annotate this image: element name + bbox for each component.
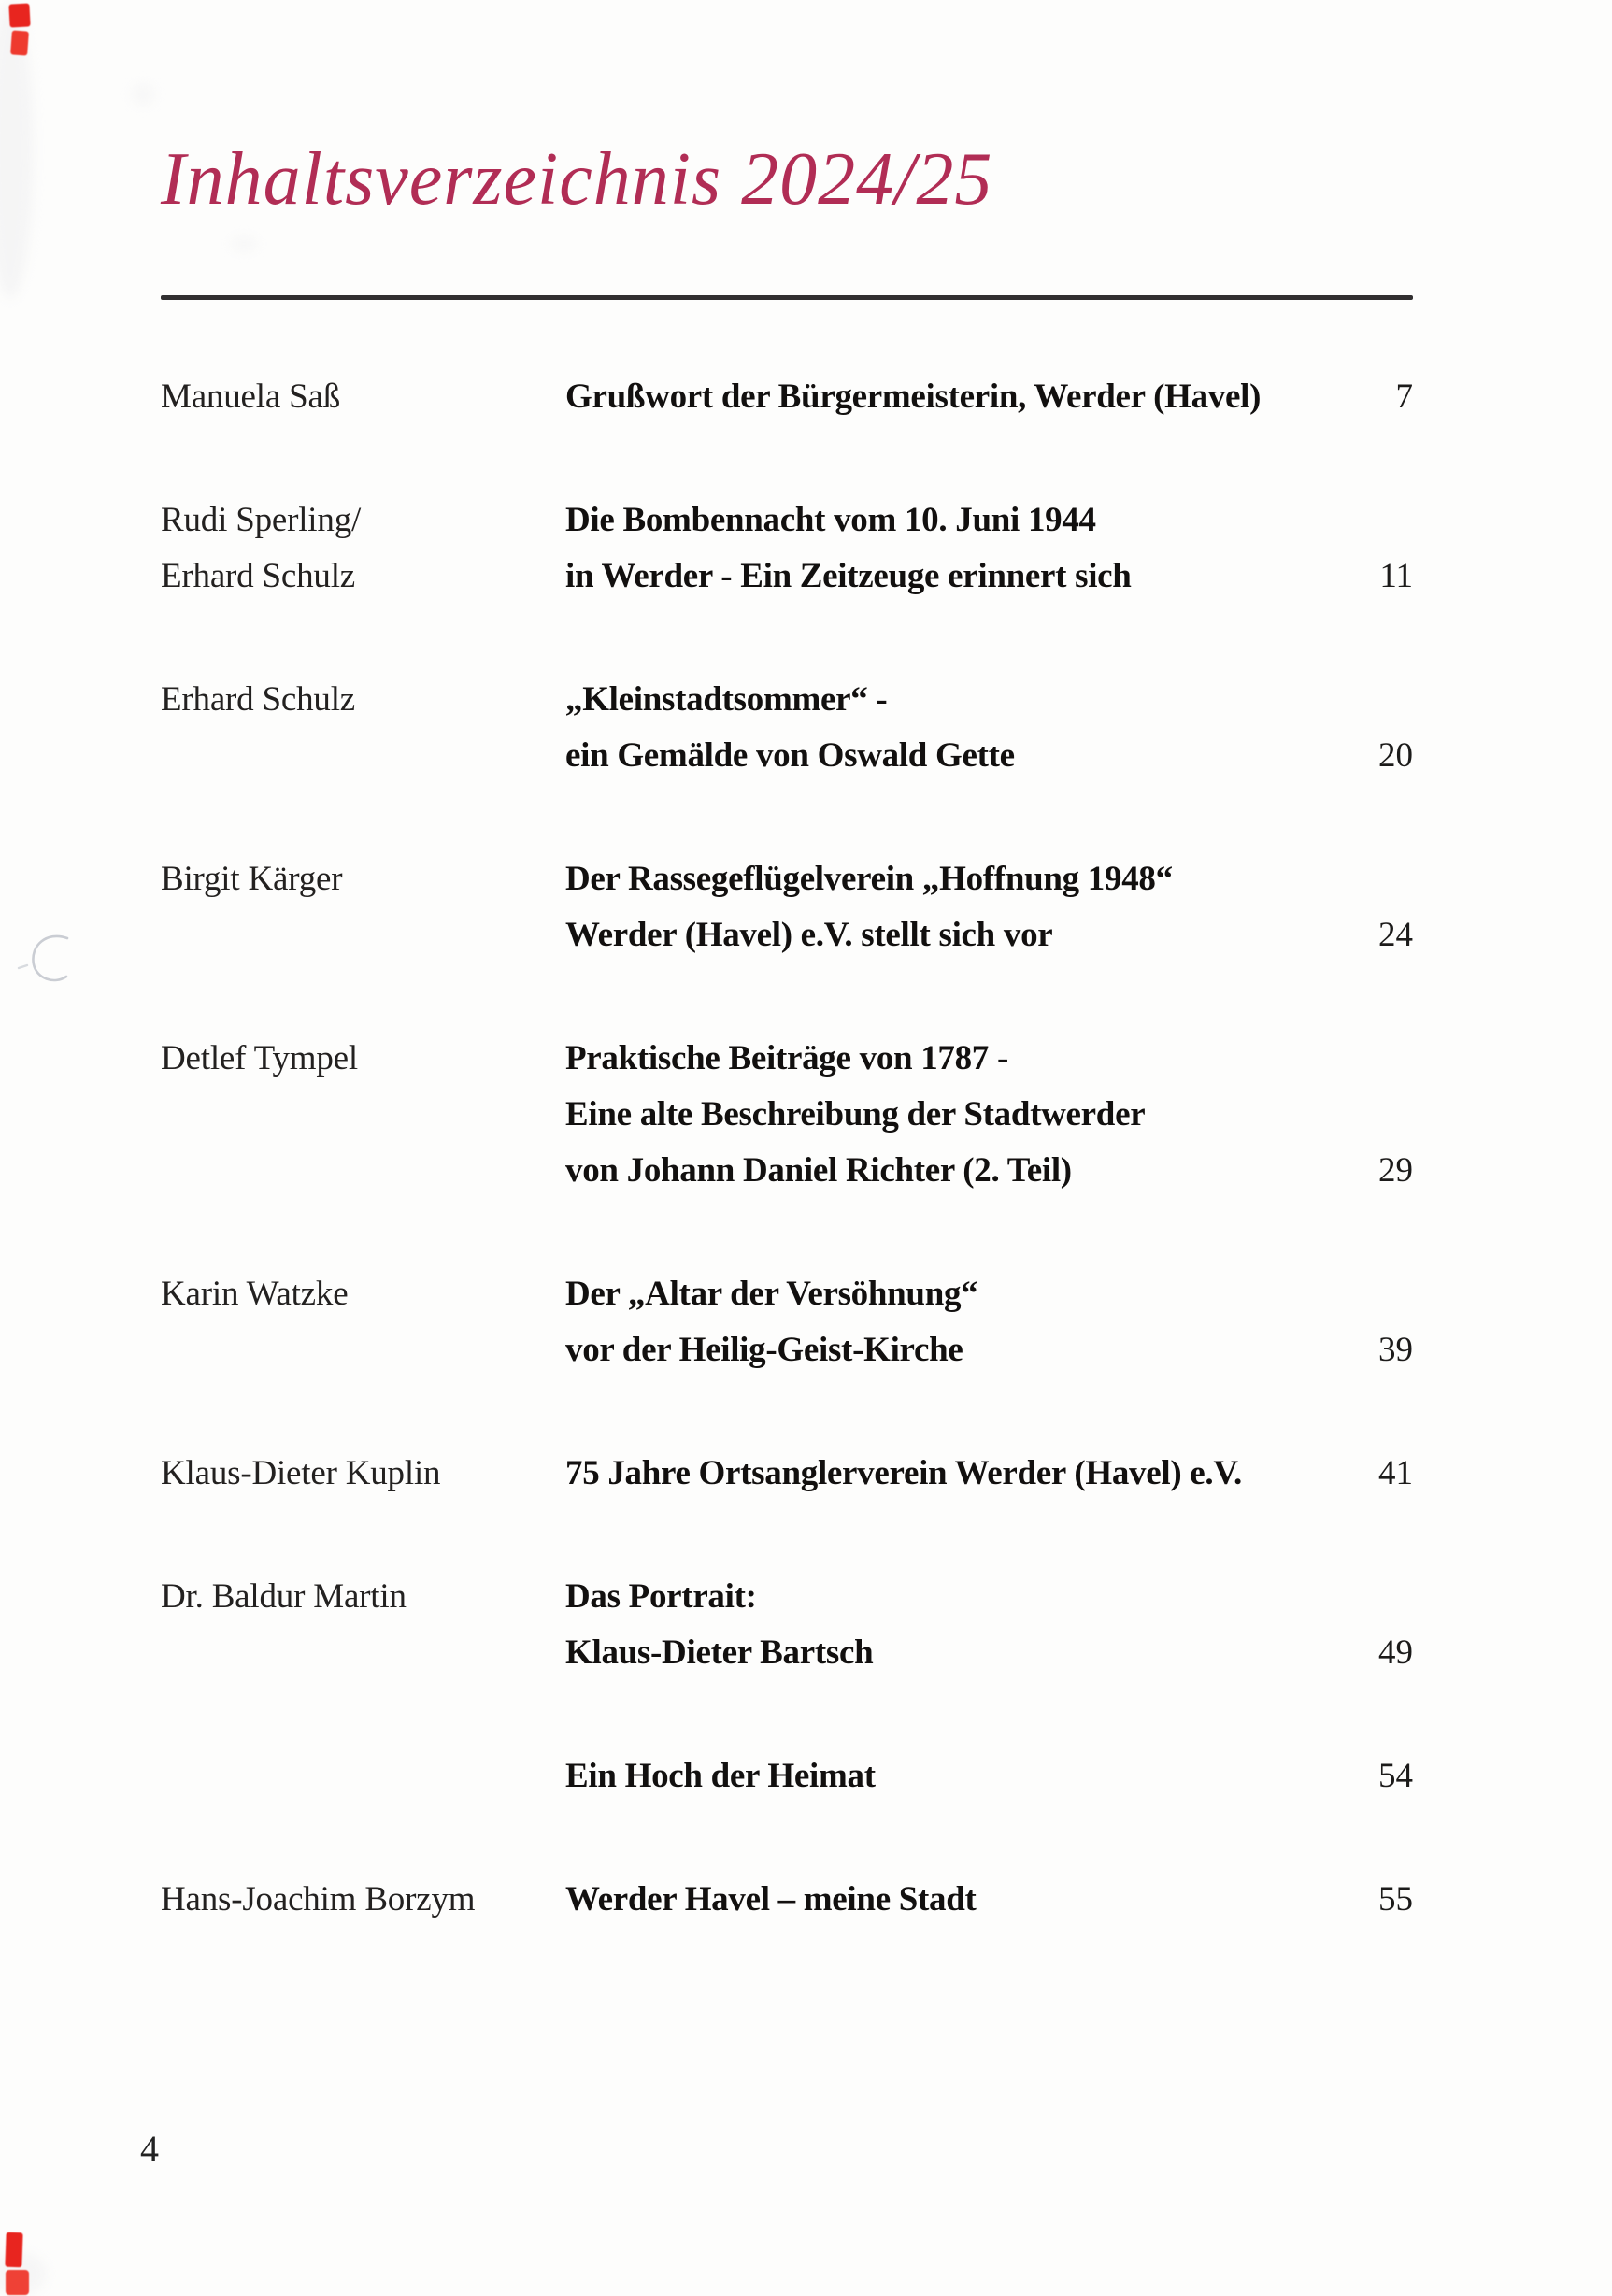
toc-title-line: Klaus-Dieter Bartsch [565,1633,874,1672]
toc-page-number: 55 [1378,1880,1413,1918]
pencil-mark [15,927,88,1000]
toc-author-line: Erhard Schulz [161,557,356,595]
toc-title-col [565,1031,1329,1199]
toc-author-col [161,1569,565,1625]
toc-entry [161,1569,1413,1681]
toc-entry [161,492,1413,605]
toc-entry [161,672,1413,784]
toc-author-line: Karin Watzke [161,1275,349,1313]
toc-entry [161,1031,1413,1199]
toc-title-line: Der Rassegeflügelverein „Hoffnung 1948“ [565,860,1173,898]
toc-author-line: Rudi Sperling/ [161,501,362,539]
toc-page-number: 24 [1378,916,1413,954]
scan-smudge [131,82,155,107]
toc-entry [161,1446,1413,1502]
toc-title-line: Ein Hoch der Heimat [565,1757,876,1795]
toc-title-line: Der „Altar der Versöhnung“ [565,1275,978,1313]
toc-title-line: Die Bombennacht vom 10. Juni 1944 [565,501,1096,539]
toc-title-col [565,1872,1329,1928]
toc-title-col [565,492,1329,605]
toc-title-col [565,1569,1329,1681]
title-divider-rule [161,295,1413,300]
red-edge-mark-top [10,30,29,55]
toc-page-number: 7 [1395,378,1413,416]
scan-smudge [230,235,258,252]
toc-author-col [161,1446,565,1502]
toc-title-col [565,672,1329,784]
toc-author-line: Dr. Baldur Martin [161,1577,407,1616]
toc-title-col [565,1266,1329,1378]
toc-author-col [161,369,565,425]
page-title: Inhaltsverzeichnis 2024/25 [161,138,993,221]
red-edge-mark-bottom [5,2232,22,2268]
footer-page-number: 4 [140,2128,159,2170]
toc-page-number: 20 [1378,736,1413,775]
toc-title-line: von Johann Daniel Richter (2. Teil) [565,1151,1072,1190]
toc-author-col [161,1031,565,1087]
toc-page-number: 49 [1378,1633,1413,1672]
toc-author-col [161,851,565,907]
toc-author-line: Klaus-Dieter Kuplin [161,1454,441,1492]
toc-title-line: Praktische Beiträge von 1787 - [565,1039,1008,1077]
toc-title-line: Werder (Havel) e.V. stellt sich vor [565,916,1053,954]
toc-title-line: ein Gemälde von Oswald Gette [565,736,1015,775]
toc-title-line: Eine alte Beschreibung der Stadtwerder [565,1095,1146,1134]
toc-entry [161,1872,1413,1928]
toc-title-line: Das Portrait: [565,1577,757,1616]
toc-title-line: vor der Heilig-Geist-Kirche [565,1331,963,1369]
toc-title-col [565,851,1329,963]
toc-author-line: Hans-Joachim Borzym [161,1880,476,1918]
toc-entry [161,369,1413,425]
toc-title-line: 75 Jahre Ortsanglerverein Werder (Havel) e.V. [565,1454,1242,1492]
toc-author-line: Erhard Schulz [161,680,356,719]
toc-author-col [161,1872,565,1928]
toc-page-number: 39 [1378,1331,1413,1369]
toc-entry [161,1748,1413,1804]
toc-entry [161,851,1413,963]
red-edge-mark-bottom [6,2270,29,2295]
toc-title-col [565,1446,1329,1502]
red-edge-mark-top [8,3,30,27]
toc-author-col [161,492,565,605]
toc-page-number: 54 [1378,1757,1413,1795]
toc-author-line: Birgit Kärger [161,860,343,898]
toc-page-number: 41 [1378,1454,1413,1492]
toc-author-line: Manuela Saß [161,378,340,416]
toc-author-col [161,1266,565,1322]
toc-entry [161,1266,1413,1378]
toc-title-line: Werder Havel – meine Stadt [565,1880,977,1918]
toc-page-number: 29 [1378,1151,1413,1190]
toc-author-line: Detlef Tympel [161,1039,358,1077]
toc-title-col [565,369,1329,425]
toc-title-line: „Kleinstadtsommer“ - [565,680,888,719]
toc-title-line: in Werder - Ein Zeitzeuge erinnert sich [565,557,1132,595]
toc-title-col [565,1748,1329,1804]
toc-page-number: 11 [1379,557,1413,595]
toc-author-col [161,672,565,728]
toc-entries [161,369,1413,1995]
toc-title-line: Grußwort der Bürgermeisterin, Werder (Havel) [565,378,1262,416]
